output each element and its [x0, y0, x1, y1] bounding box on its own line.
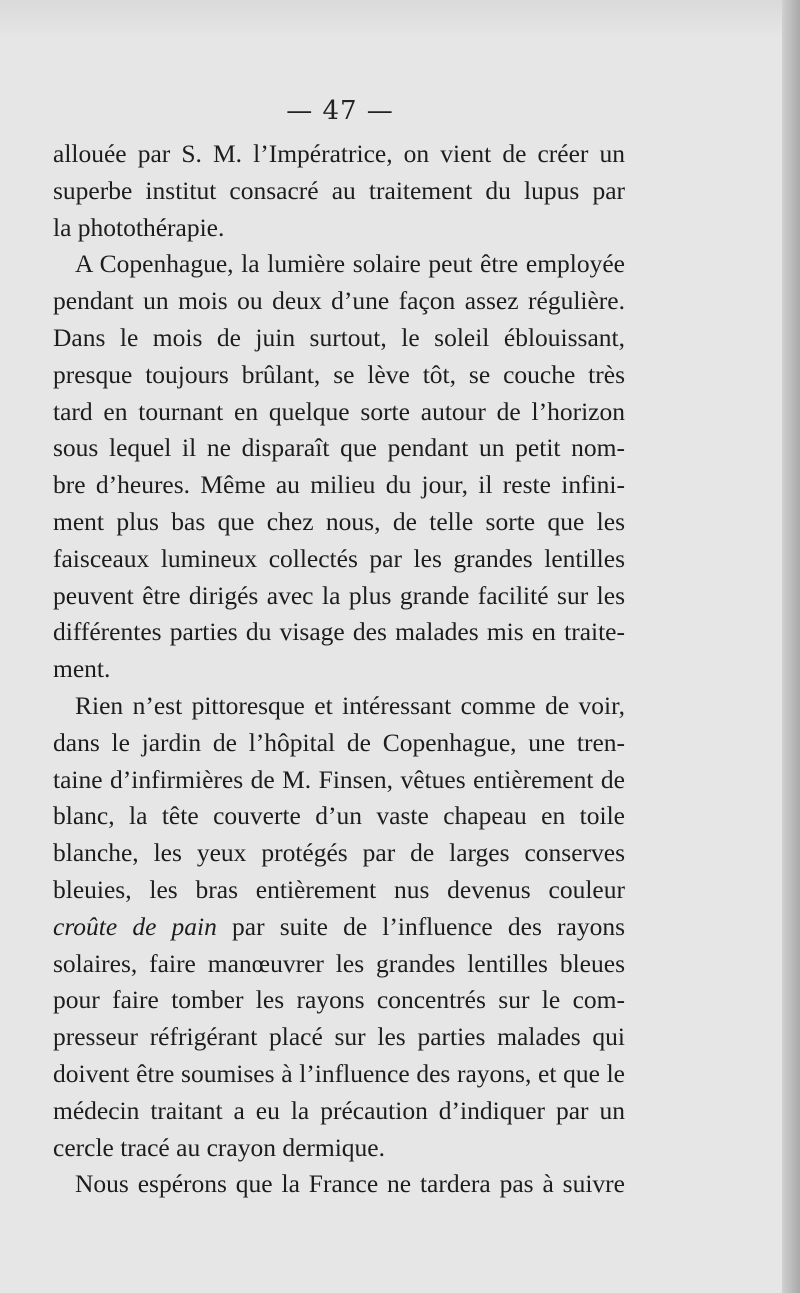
text-line: presseur réfrigérant placé sur les parties malades qui [53, 1022, 625, 1052]
text-line: pour faire tomber les rayons concentrés sur le com- [53, 985, 625, 1015]
text-line: cercle tracé au crayon dermique. [53, 1132, 385, 1162]
text-line: la photothérapie. [53, 212, 225, 242]
text-line: presque toujours brûlant, se lève tôt, se couche très [53, 359, 625, 389]
page-number: — 47 — [286, 96, 394, 126]
text-line: Dans le mois de juin surtout, le soleil éblouissant, [53, 322, 625, 352]
text-fragment: par suite de l’influence des rayons [216, 911, 625, 941]
paragraph-2 [53, 246, 625, 688]
text-line: allouée par S. M. l’Impératrice, on vient de créer un [53, 139, 625, 168]
text-line: solaires, faire manœuvrer les grandes lentilles bleues [53, 948, 625, 978]
text-line: bre d’heures. Même au milieu du jour, il reste infini- [53, 470, 625, 500]
text-line: ment plus bas que chez nous, de telle sorte que les [53, 506, 625, 536]
page-top-shadow [0, 0, 800, 40]
text-line: dans le jardin de l’hôpital de Copenhague, une tren- [53, 727, 625, 757]
text-line: médecin traitant a eu la précaution d’indiquer par un [53, 1095, 625, 1125]
paragraph-3 [53, 688, 625, 1166]
text-line: taine d’infirmières de M. Finsen, vêtues entièrement de [53, 764, 625, 794]
text-line: ment. [53, 654, 111, 684]
text-line: faisceaux lumineux collectés par les grandes lentilles [53, 543, 625, 573]
italic-phrase: croûte de pain [53, 911, 217, 941]
paragraph-4 [53, 1166, 625, 1203]
text-line: doivent être soumises à l’influence des rayons, et que le [53, 1058, 625, 1088]
text-line: superbe institut consacré au traitement du lupus par [53, 175, 625, 205]
text-line: A Copenhague, la lumière solaire peut être employée [75, 249, 625, 279]
text-line: Rien n’est pittoresque et intéressant comme de voir, [75, 690, 625, 720]
page-edge-shadow [782, 0, 800, 1293]
text-line-with-italic [53, 909, 625, 946]
body-text [53, 136, 625, 1203]
text-line: différentes parties du visage des malades mis en traite- [53, 617, 625, 647]
text-line: blanche, les yeux protégés par de larges conserves [53, 838, 625, 868]
paragraph-1 [53, 136, 625, 246]
text-line: Nous espérons que la France ne tardera pas à suivre [75, 1169, 625, 1199]
text-line: blanc, la tête couverte d’un vaste chapeau en toile [53, 801, 625, 831]
text-line: bleuies, les bras entièrement nus devenus couleur [53, 874, 625, 904]
text-line: peuvent être dirigés avec la plus grande facilité sur les [53, 580, 625, 610]
text-line: pendant un mois ou deux d’une façon assez régulière. [53, 286, 625, 316]
text-line: sous lequel il ne disparaît que pendant un petit nom- [53, 433, 625, 463]
text-line: tard en tournant en quelque sorte autour de l’horizon [53, 396, 625, 426]
